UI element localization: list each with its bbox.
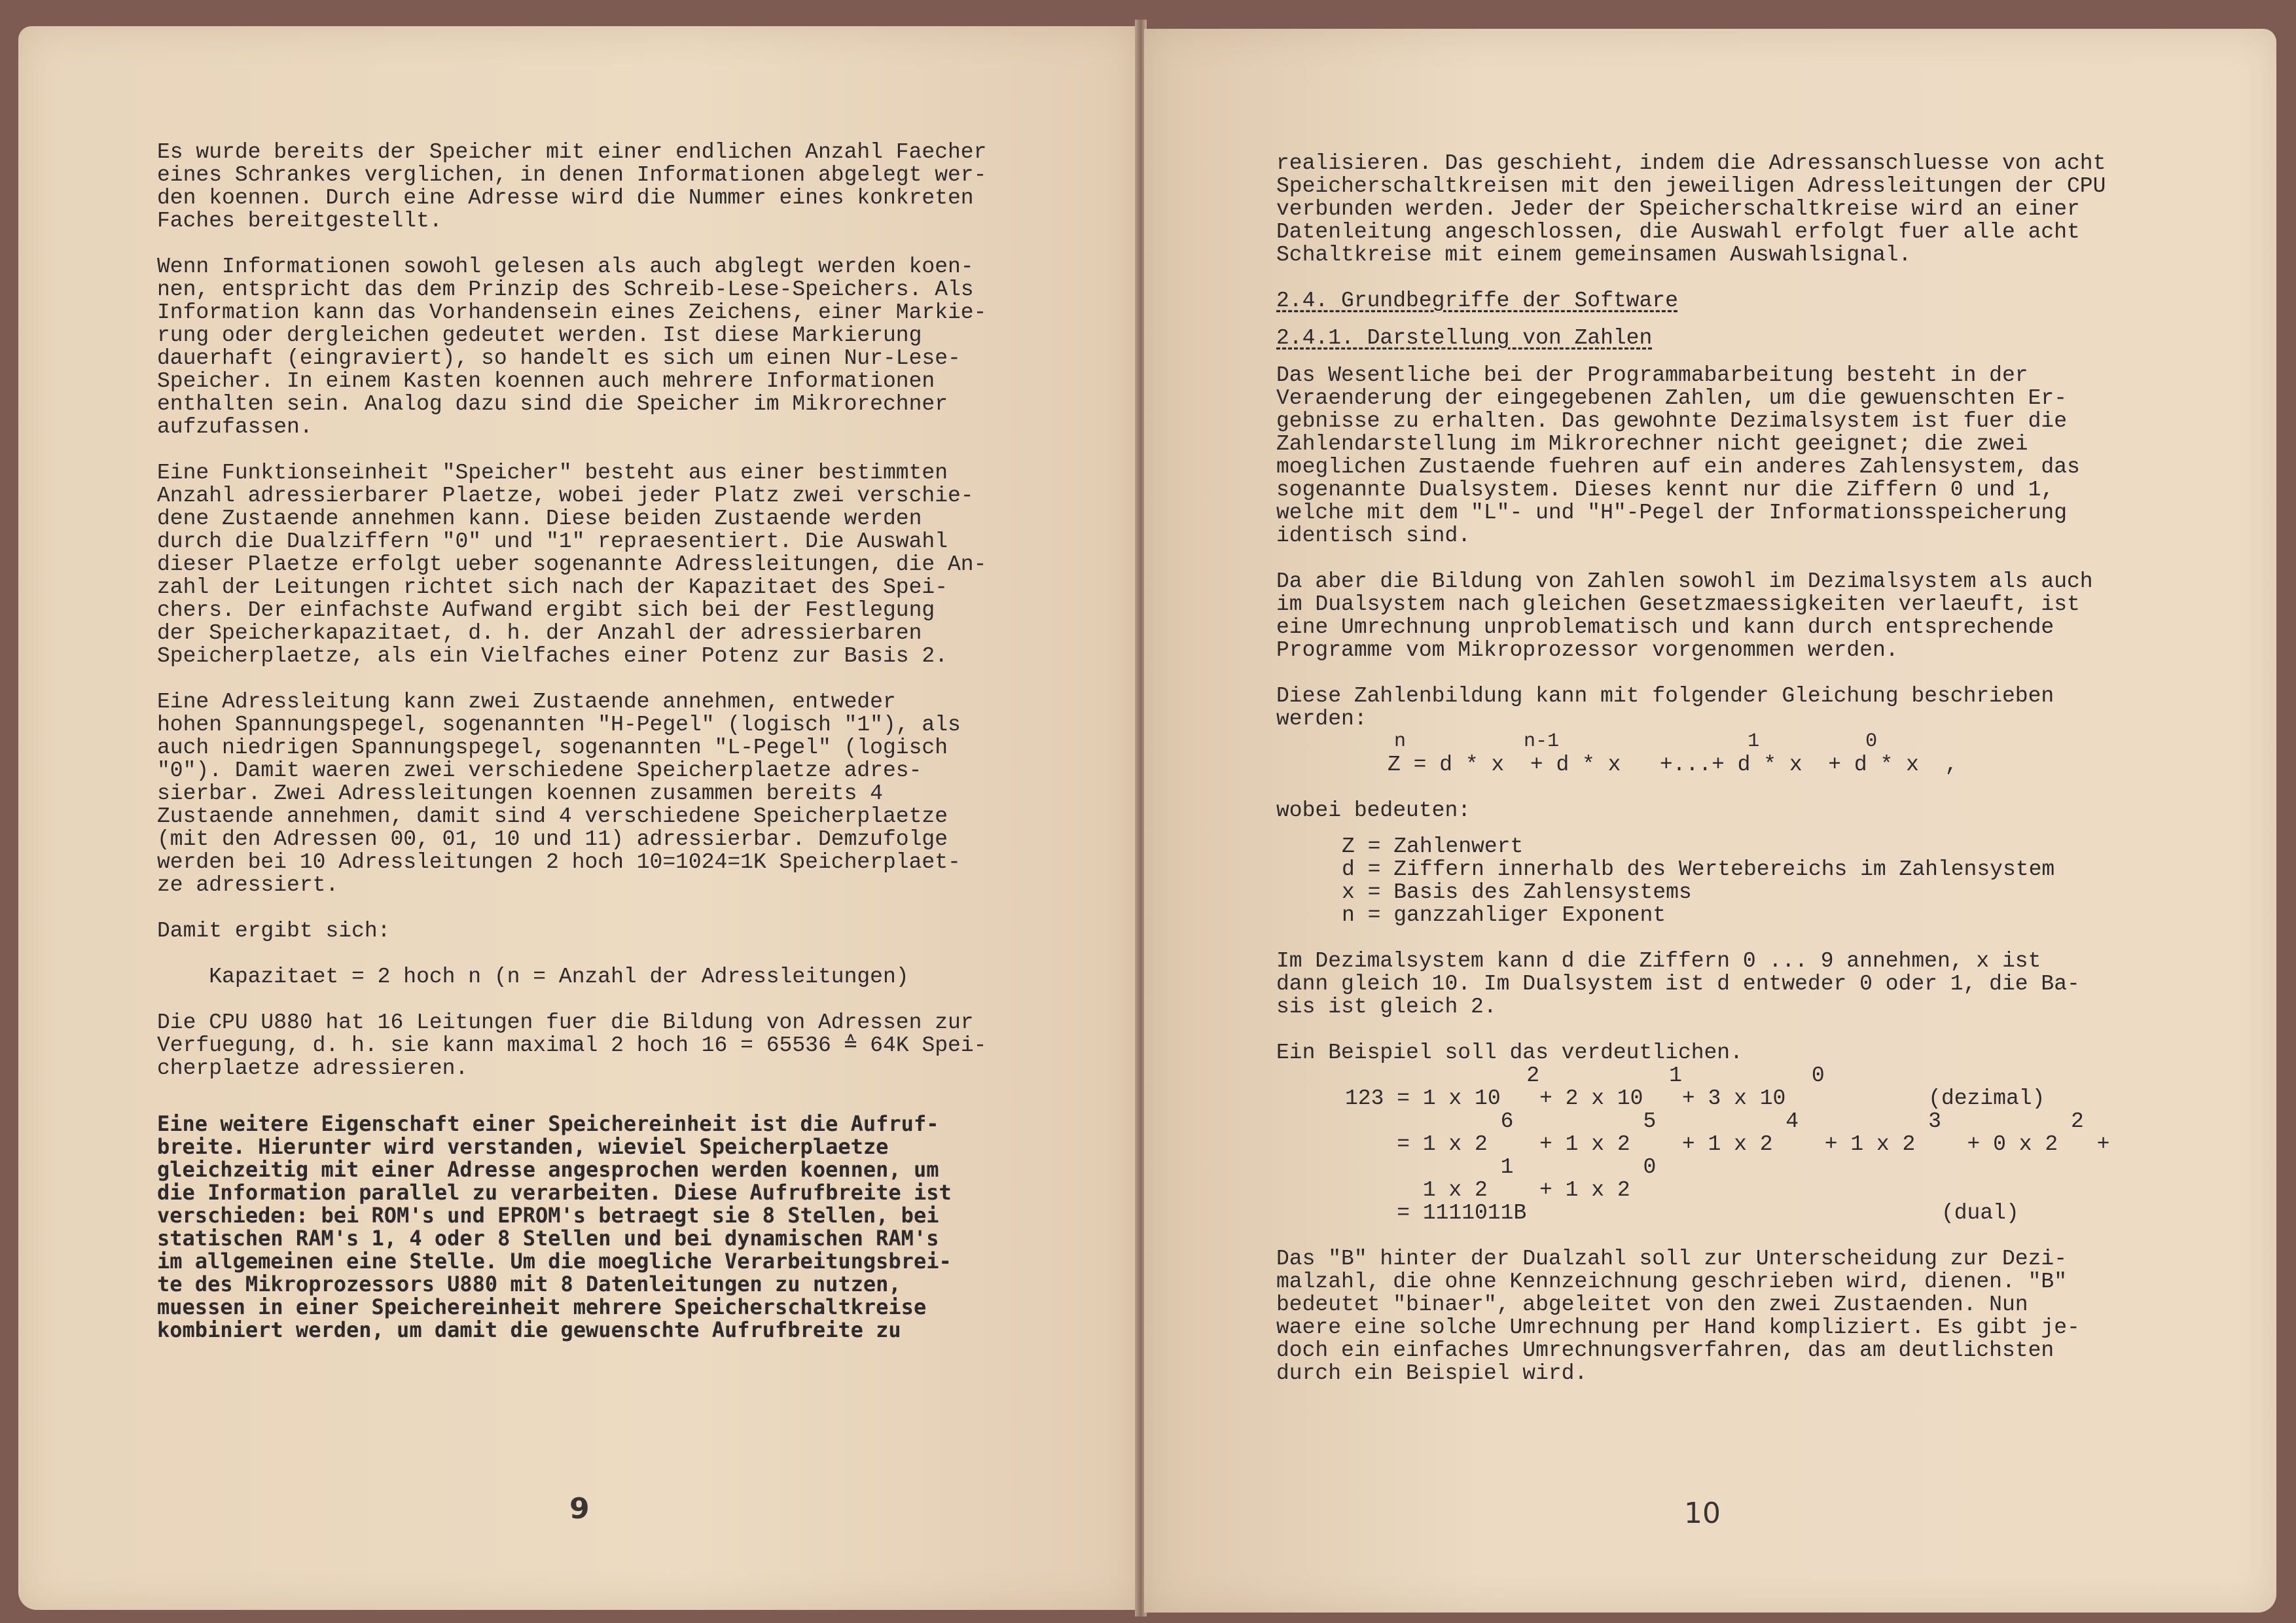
- formula-line: Kapazitaet = 2 hoch n (n = Anzahl der Adressleitungen): [157, 965, 909, 989]
- paragraph: Das Wesentliche bei der Programmabarbeitung besteht in der Veraenderung der eingegebenen Zahlen, um die gewuenschten Er- gebnisse zu erhalten. Das gewohnte Dezimalsystem ist fuer die Zahlendarstellung im Mikrorechner nicht geeignet; die zwei moeglichen Zustaende fuehren auf ein anderes Zahlensystem, das sogenannte Dualsystem. Dieses kennt nur die Ziffern 0 und 1, welche mit dem "L"- und "H"-Pegel der Informationsspeicherung identisch sind.: [1276, 363, 2080, 548]
- subsection-heading: 2.4.1. Darstellung von Zahlen: [1276, 326, 1653, 350]
- page-number-right: 10: [1684, 1497, 1721, 1530]
- left-page-text: [157, 141, 986, 1103]
- bold-paragraph: Eine weitere Eigenschaft einer Speichereinheit ist die Aufruf- breite. Hierunter wird verstanden, wieviel Speicherplaetze gleichzeitig mit einer Adresse angesprochen werden koennen, um die Information parallel zu verarbeiten. Diese Aufrufbreite ist verschieden: bei ROM's und EPROM's betraegt sie 8 Stellen, bei statischen RAM's 1, 4 oder 8 Stellen und bei dynamischen RAM's im allgemeinen eine Stelle. Um die moegliche Verarbeitungsbrei- te des Mikroprozessors U880 mit 8 Datenleitungen zu nutzen, muessen in einer Speichereinheit mehrere Speicherschaltkreise kombiniert werden, um damit die gewuenschte Aufrufbreite zu: [157, 1111, 952, 1342]
- equation: Z = d * x + d * x +...+ d * x + d * x ,: [1388, 753, 1958, 777]
- right-page-text: [1276, 152, 2109, 1408]
- definitions-list: Z = Zahlenwert d = Ziffern innerhalb des Wertebereichs im Zahlensystem x = Basis des Zahlensystems n = ganzzahliger Exponent: [1342, 834, 2055, 927]
- example-intro: Ein Beispiel soll das verdeutlichen.: [1276, 1041, 1743, 1065]
- paragraph: Im Dezimalsystem kann d die Ziffern 0 ... 9 annehmen, x ist dann gleich 10. Im Dualsystem ist d entweder 0 oder 1, die Ba- sis ist gleich 2.: [1276, 949, 2080, 1019]
- paragraph: Die CPU U880 hat 16 Leitungen fuer die Bildung von Adressen zur Verfuegung, d. h. sie kann maximal 2 hoch 16 = 65536 ≙ 64K Spei- cherplaetze adressieren.: [157, 1010, 987, 1080]
- page-number-left: 9: [569, 1492, 590, 1525]
- equation-exponents: n n-1 1 0: [1276, 730, 1878, 753]
- paragraph: Eine Adressleitung kann zwei Zustaende annehmen, entweder hohen Spannungspegel, sogenannten "H-Pegel" (logisch "1"), als auch niedrigen Spannungspegel, sogenannten "L-Pegel" (logisch "0"). Damit waeren zwei verschiedene Speicherplaetze adres- sierbar. Zwei Adressleitungen koennen zusammen bereits 4 Zustaende annehmen, damit sind 4 verschiedene Speicherplaetze (mit den Adressen 00, 01, 10 und 11) adressierbar. Demzufolge werden bei 10 Adressleitungen 2 hoch 10=1024=1K Speicherplaet- ze adressiert.: [157, 690, 961, 897]
- paragraph: Es wurde bereits der Speicher mit einer endlichen Anzahl Faecher eines Schrankes verglichen, in denen Informationen abgelegt wer- den koennen. Durch eine Adresse wird die Nummer eines konkreten Faches bereitgestellt.: [157, 140, 987, 233]
- paragraph: Wenn Informationen sowohl gelesen als auch abglegt werden koen- nen, entspricht das dem Prinzip des Schreib-Lese-Speichers. Als Information kann das Vorhandensein eines Zeichens, einer Markie- rung oder dergleichen gedeutet werden. Ist diese Markierung dauerhaft (eingraviert), so handelt es sich um einen Nur-Lese- Speicher. In einem Kasten koennen auch mehrere Informationen enthalten sein. Analog dazu sind die Speicher im Mikrorechner aufzufassen.: [157, 255, 987, 439]
- paragraph: Eine Funktionseinheit "Speicher" besteht aus einer bestimmten Anzahl adressierbarer Plaetze, wobei jeder Platz zwei verschie- dene Zustaende annehmen kann. Diese beiden Zustaende werden durch die Dualziffern "0" und "1" repraesentiert. Die Auswahl dieser Plaetze erfolgt ueber sogenannte Adressleitungen, die An- zahl der Leitungen richtet sich nach der Kapazitaet des Spei- chers. Der einfachste Aufwand ergibt sich bei der Festlegung der Speicherkapazitaet, d. h. der Anzahl der adressierbaren Speicherplaetze, als ein Vielfaches einer Potenz zur Basis 2.: [157, 461, 987, 668]
- paragraph: Diese Zahlenbildung kann mit folgender Gleichung beschrieben werden:: [1276, 684, 2054, 731]
- paragraph: Damit ergibt sich:: [157, 919, 391, 943]
- example-block: 2 1 0 123 = 1 x 10 + 2 x 10 + 3 x 10 (dezimal) 6 5 4 3 2 = 1 x 2 + 1 x 2 + 1 x 2 + 1 x 2 + 0 x 2 + 1 0 1 x 2 + 1 x 2 = 1111011B (dual): [1345, 1063, 2110, 1225]
- paragraph: realisieren. Das geschieht, indem die Adressanschluesse von acht Speicherschaltkreisen mit den jeweiligen Adressleitungen der CPU verbunden werden. Jeder der Speicherschaltkreise wird an einer Datenleitung angeschlossen, die Auswahl erfolgt fuer alle acht Schaltkreise mit einem gemeinsamen Auswahlsignal.: [1276, 151, 2106, 267]
- wobei-label: wobei bedeuten:: [1276, 798, 1471, 823]
- paragraph: Das "B" hinter der Dualzahl soll zur Unterscheidung zur Dezi- malzahl, die ohne Kennzeichnung geschrieben wird, dienen. "B" bedeutet "binaer", abgeleitet von den zwei Zustaenden. Nun waere eine solche Umrechnung per Hand kompliziert. Es gibt je- doch ein einfaches Umrechnungsverfahren, das am deutlichsten durch ein Beispiel wird.: [1276, 1247, 2080, 1385]
- section-heading: 2.4. Grundbegriffe der Software: [1276, 289, 1678, 313]
- paragraph: Da aber die Bildung von Zahlen sowohl im Dezimalsystem als auch im Dualsystem nach gleichen Gesetzmaessigkeiten verlaeuft, ist eine Umrechnung unproblematisch und kann durch entsprechende Programme vom Mikroprozessor vorgenommen werden.: [1276, 569, 2093, 662]
